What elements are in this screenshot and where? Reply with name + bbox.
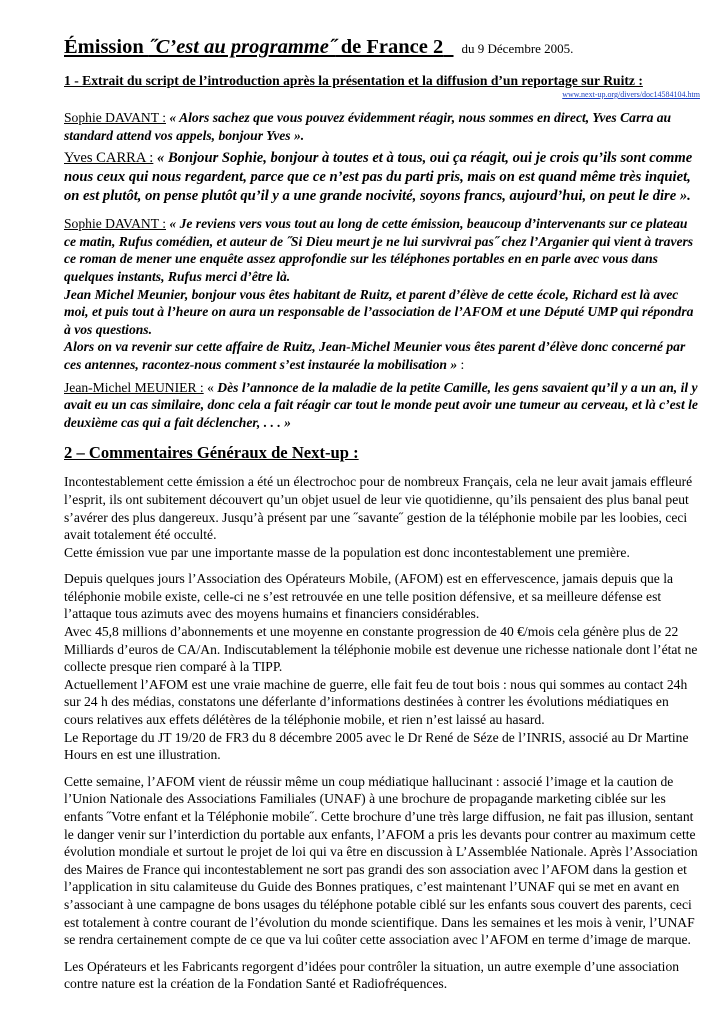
section1-heading: 1 - Extrait du script de l’introduction après la présentation et la diffusion d’un reportage sur Ruitz : [64, 73, 643, 88]
title-prefix: Émission [64, 36, 149, 58]
speech-text: « Bonjour Sophie, bonjour à toutes et à tous, oui ça réagit, oui je crois qu’ils sont comme nous ceux qui nous regardent, parce que ce n’est pas du parti pris, mais on est quand même très inquiet, on est plutôt, on pense plutôt qu’il y a une grande nocivité, soyons francs, aujourd’hui, on peut le dire ». [64, 150, 693, 205]
title-main [64, 36, 454, 58]
title-date: du 9 Décembre 2005. [461, 41, 574, 56]
dialogue-line [64, 109, 700, 144]
speech-text: « Alors sachez que vous pouvez évidemment réagir, nous sommes en direct, Yves Carra au standard attend vos appels, bonjour Yves ». [64, 110, 672, 143]
body-paragraph: Le Reportage du JT 19/20 de FR3 du 8 décembre 2005 avec le Dr René de Séze de l’INRIS, associé au Dr Martine Hours en est une illustration. [64, 729, 689, 763]
speaker-name: Sophie DAVANT : [64, 110, 166, 125]
speech-lead: « [203, 379, 218, 395]
title-channel: de France 2 [335, 36, 444, 58]
speech-tail: : [457, 356, 465, 372]
body-paragraph: Cette semaine, l’AFOM vient de réussir même un coup médiatique hallucinant : associé l’image et la caution de l’Union Nationale des Associations Familiales (UNAF) à une brochure de propagande marketing ciblée sur les enfants ˝Votre enfant et la Téléphonie mobile˝. Cette brochure d’une très large diffusion, ne fait pas illusion, sentant le danger venir sur l’interdiction du portable aux enfants, l’AFOM a pris les devants pour contrer au maximum cette évolution mondiale et surtout le projet de loi qui va être en discussion à L’Assemblée Nationale. Après l’Association des Maires de France qui incontestablement ne sort pas grandi des son association avec l’AFOM dans la gestion et l’application in situ calamiteuse du Guide des Bonnes pratiques, c’est maintenant l’UNAF qui se met en avant en s’associant à une campagne de bons usages du téléphone potable ciblé sur les enfants sous couvert des parents, ceci est totalement à contre courant de l’évolution du monde scientifique. Dans les semaines et les mois à venir, l’UNAF se rendra certainement compte de ce que va lui coûter cette association avec l’AFOM en terme d’image de marque. [64, 773, 698, 948]
dialogue-line [64, 149, 700, 206]
document-title [64, 34, 700, 62]
body-paragraph: Depuis quelques jours l’Association des Opérateurs Mobile, (AFOM) est en effervescence, jamais depuis que la téléphonie mobile existe, celle-ci ne s’est retrouvée en une telle position défensive, et sa meilleure défense est l’attaque tous azimuts avec des moyens humains et financiers considérables. [64, 571, 674, 622]
body-paragraph: Actuellement l’AFOM est une vraie machine de guerre, elle fait feu de tout bois : nous qui sommes au contact 24h sur 24 h des médias, constatons une déferlante d’informations destinées à contrer les évolutions médiatiques en cours relatives aux effets délétères de la téléphonie mobile, et rien n’est laissé au hasard. [64, 676, 688, 728]
section2-heading: 2 – Commentaires Généraux de Next-up : [64, 443, 359, 463]
speaker-name: Jean-Michel MEUNIER : [64, 379, 204, 395]
speaker-name: Sophie DAVANT : [64, 216, 166, 232]
source-link[interactable]: www.next-up.org/divers/doc14584104.htm [562, 90, 700, 99]
speech-text: Dès l’annonce de la maladie de la petite Camille, les gens savaient qu’il y a un an, il y avait eu un cas similaire, donc cela a fait réagir car tout le monde peut avoir une tumeur au cerveau, et là c’est le deuxième cas qui a fait déclencher, . . . » [64, 379, 698, 430]
title-program: ˝C’est au programme˝ [148, 36, 336, 58]
body-paragraph: Cette émission vue par une importante masse de la population est donc incontestablement une première. [64, 544, 630, 560]
body-paragraph: Avec 45,8 millions d’abonnements et une moyenne en constante progression de 40 €/mois cela génère plus de 22 Milliards d’euros de CA/An. Indiscutablement la téléphonie mobile est devenue une richesse nationale dont l’état ne collecte presque rien comparé à la TIPP. [64, 624, 698, 675]
speech-text: « Je reviens vers vous tout au long de cette émission, beaucoup d’intervenants sur ce plateau ce matin, Rufus comédien, et auteur de ˝Si Dieu meurt je ne lui survivrai pas˝ chez l’Arganier qui vient à travers ce roman de mener une enquête assez approfondie sur les téléphones portables en en parle avec vous dans quelques instants, Rufus merci d’être là. [64, 216, 694, 284]
body-paragraph: Incontestablement cette émission a été un électrochoc pour de nombreux Français, cela ne leur avait jamais effleuré l’esprit, ils ont subitement découvert qu’un objet usuel de leur vie quotidienne, qu’ils pensaient des plus banal peut s’avérer des plus dangereux. Jusqu’à présent par une ˝savante˝ gestion de la téléphonie mobile par les loobies, ceci avait totalement été occulté. [64, 474, 693, 543]
speaker-name: Yves CARRA : [64, 150, 154, 167]
document-page [64, 34, 700, 993]
speech-text: Alors on va revenir sur cette affaire de Ruitz, Jean-Michel Meunier vous êtes parent d’élève donc concerné par ces antennes, racontez-nous comment s’est instaurée la mobilisation » [64, 339, 686, 372]
body-paragraph: Les Opérateurs et les Fabricants regorgent d’idées pour contrôler la situation, un autre exemple d’une association contre nature est la création de la Fondation Santé et Radiofréquences. [64, 958, 680, 992]
speech-text: Jean Michel Meunier, bonjour vous êtes habitant de Ruitz, et parent d’élève de cette école, Richard est là avec moi, et puis tout à l’heure on aura un responsable de l’association de l’AFOM et une Député UMP qui répondra à vos questions. [64, 286, 694, 337]
dialogue-line [64, 215, 700, 373]
dialogue-line [64, 379, 700, 432]
